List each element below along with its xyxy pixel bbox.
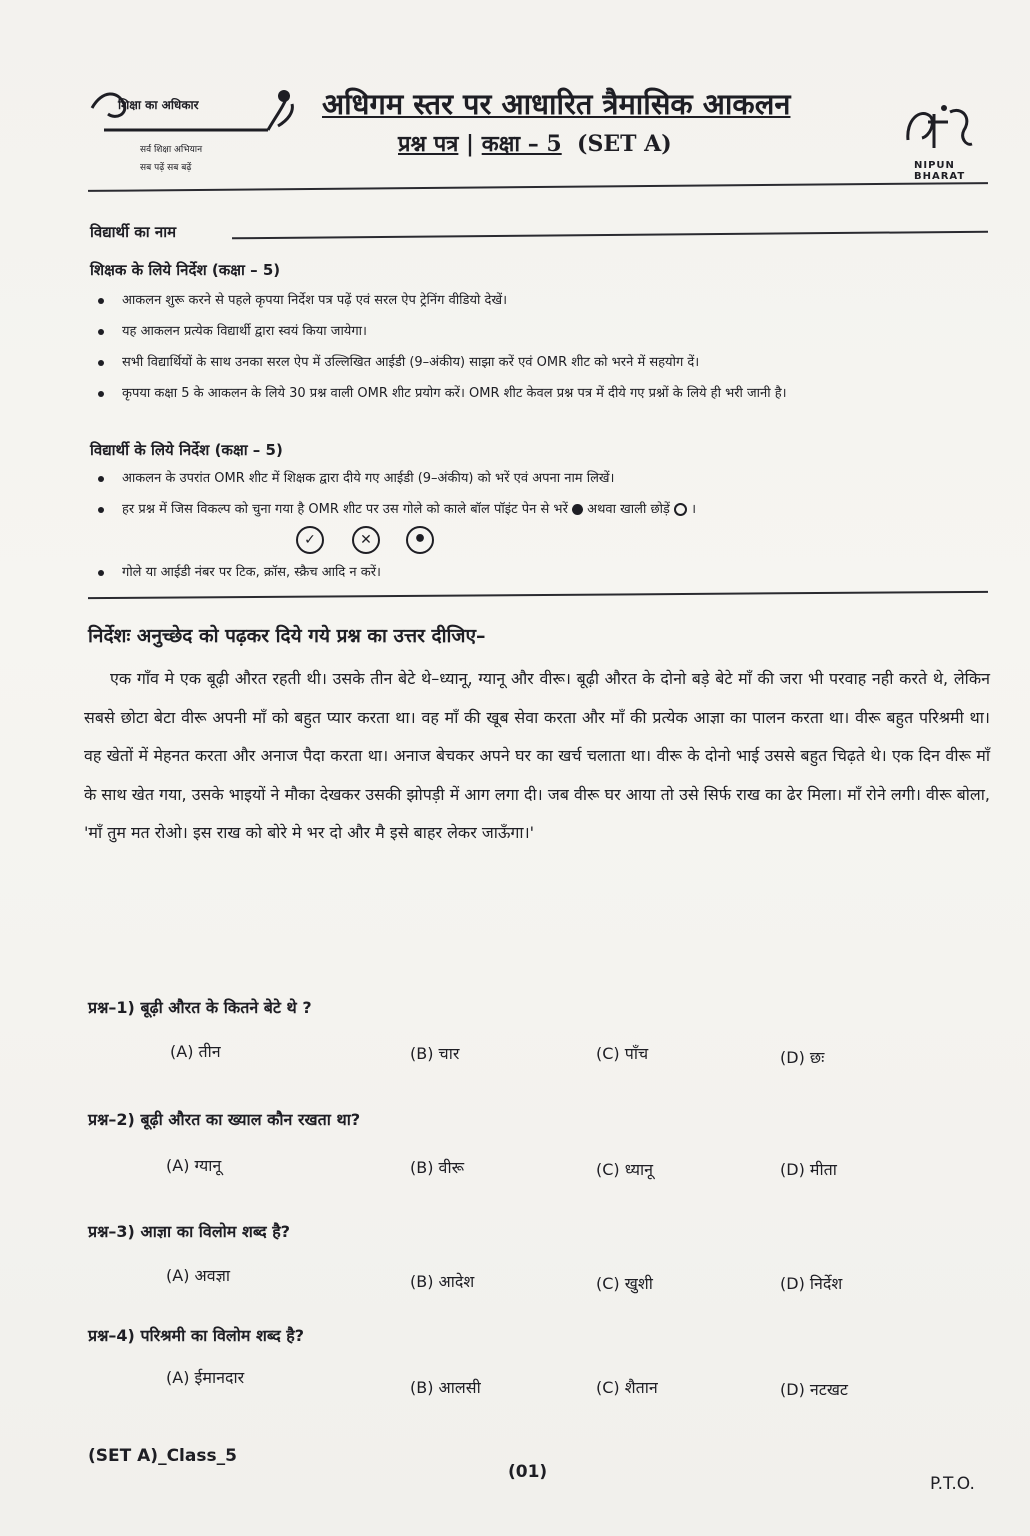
- question-3: [88, 1220, 290, 1242]
- question-text: बूढ़ी औरत के कितने बेटे थे ?: [140, 998, 312, 1017]
- question-2: [88, 1108, 360, 1130]
- q1-option-b[interactable]: (B) चार: [410, 1044, 460, 1063]
- q3-option-c[interactable]: (C) खुशी: [596, 1274, 653, 1293]
- question-label: प्रश्न–1): [88, 998, 135, 1017]
- student-instructions-heading: विद्यार्थी के लिये निर्देश (कक्षा – 5): [90, 441, 283, 459]
- list-item: यह आकलन प्रत्येक विद्यार्थी द्वारा स्वयं किया जायेगा।: [92, 323, 992, 340]
- empty-circle-icon: [674, 503, 687, 516]
- rte-logo: [88, 86, 298, 182]
- omr-end-text: ।: [691, 502, 697, 517]
- q4-option-a[interactable]: (A) ईमानदार: [166, 1368, 245, 1387]
- logo-sub-text-1: सर्व शिक्षा अभियान: [140, 145, 203, 155]
- question-text: बूढ़ी औरत का ख्याल कौन रखता था?: [140, 1110, 361, 1129]
- omr-fill-instruction: हर प्रश्न में जिस विकल्प को चुना गया है OMR शीट पर उस गोले को काले बॉल पॉइंट पेन से भरें: [122, 502, 568, 517]
- student-instructions-list: [92, 470, 992, 532]
- q3-option-a[interactable]: (A) अवज्ञा: [166, 1266, 231, 1285]
- q2-option-a[interactable]: (A) ग्यानू: [166, 1156, 222, 1175]
- reading-passage: एक गाँव मे एक बूढ़ी औरत रहती थी। उसके तीन बेटे थे–ध्यानू, ग्यानू और वीरू। बूढ़ी औरत के दोनो बड़े बेटे माँ की जरा भी परवाह नही करते थे, लेकिन सबसे छोटा बेटा वीरू अपनी माँ को बहुत प्यार करता था। वह माँ की खूब सेवा करता और माँ की प्रत्येक आज्ञा का पालन करता था। वीरू बहुत परिश्रमी था। वह खेतों में मेहनत करता और अनाज पैदा करता था। अनाज बेचकर अपने घर का खर्च चलाता था। वीरू के दोनो भाई उससे बहुत चिढ़ते थे। एक दिन वीरू माँ के साथ खेत गया, उसके भाइयों ने मौका देखकर उसकी झोपड़ी में आग लगा दी। जब वीरू घर आया तो उसे सिर्फ राख का ढेर मिला। माँ रोने लगी। वीरू बोला, 'माँ तुम मत रोओ। इस राख को बोरे मे भर दो और मै इसे बाहर लेकर जाऊँगा।': [84, 669, 990, 842]
- q3-option-d[interactable]: (D) निर्देश: [780, 1274, 843, 1293]
- q1-option-d[interactable]: (D) छः: [780, 1048, 825, 1067]
- wrong-marks-examples: [296, 526, 446, 554]
- exam-title: अधिगम स्तर पर आधारित त्रैमासिक आकलन: [322, 87, 791, 121]
- filled-circle-icon: [572, 504, 583, 515]
- tick-mark-icon: ✓: [296, 526, 324, 554]
- footer-set-class: (SET A)_Class_5: [88, 1446, 237, 1466]
- list-item: सभी विद्यार्थियों के साथ उनका सरल ऐप में उल्लिखित आईडी (9–अंकीय) साझा करें एवं OMR शीट को भरने में सहयोग दें।: [92, 354, 992, 371]
- omr-or-text: अथवा खाली छोड़ें: [587, 502, 670, 517]
- q1-option-a[interactable]: (A) तीन: [170, 1042, 221, 1061]
- student-name-line[interactable]: [232, 231, 988, 239]
- nipun-logo-graphic: [900, 100, 978, 160]
- cross-mark-icon: ✕: [352, 526, 380, 554]
- nipun-logo-text: NIPUN BHARAT: [914, 160, 966, 182]
- q2-option-d[interactable]: (D) मीता: [780, 1160, 837, 1179]
- nipun-logo: [900, 100, 978, 182]
- dot-mark-icon: •: [406, 526, 434, 554]
- q2-option-c[interactable]: (C) ध्यानू: [596, 1160, 654, 1179]
- subtitle-separator: |: [458, 131, 482, 157]
- list-item: आकलन शुरू करने से पहले कृपया निर्देश पत्र पढ़ें एवं सरल ऐप ट्रेनिंग वीडियो देखें।: [92, 292, 992, 309]
- logo-brand-text: शिक्षा का अधिकार: [118, 98, 199, 112]
- question-text: परिश्रमी का विलोम शब्द है?: [140, 1326, 305, 1345]
- teacher-instructions-heading: शिक्षक के लिये निर्देश (कक्षा – 5): [90, 261, 281, 279]
- header-divider: [88, 182, 988, 192]
- q4-option-d[interactable]: (D) नटखट: [780, 1380, 848, 1399]
- question-label: प्रश्न–3): [88, 1222, 135, 1241]
- q4-option-b[interactable]: (B) आलसी: [410, 1378, 481, 1397]
- logo-sub-text-2: सब पढ़ें सब बढ़ें: [140, 163, 192, 173]
- direction-text: निर्देशः अनुच्छेद को पढ़कर दिये गये प्रश्न का उत्तर दीजिए–: [88, 625, 486, 647]
- question-text: आज्ञा का विलोम शब्द है?: [140, 1222, 290, 1241]
- question-label: प्रश्न–4): [88, 1326, 135, 1345]
- question-label: प्रश्न–2): [88, 1110, 135, 1129]
- list-item: गोले या आईडी नंबर पर टिक, क्रॉस, स्क्रैच आदि न करें।: [92, 564, 992, 581]
- q3-option-b[interactable]: (B) आदेश: [410, 1272, 475, 1291]
- question-4: [88, 1324, 304, 1346]
- subtitle-set: (SET A): [577, 131, 672, 157]
- list-item: आकलन के उपरांत OMR शीट में शिक्षक द्वारा दीये गए आईडी (9–अंकीय) को भरें एवं अपना नाम लिखें।: [92, 470, 992, 487]
- question-1: [88, 996, 312, 1018]
- subtitle-class: कक्षा – 5: [481, 131, 562, 157]
- q4-option-c[interactable]: (C) शैतान: [596, 1378, 658, 1397]
- list-item: कृपया कक्षा 5 के आकलन के लिये 30 प्रश्न वाली OMR शीट प्रयोग करें। OMR शीट केवल प्रश्न पत्र में दीये गए प्रश्नों के लिये ही भरी जानी है।: [92, 385, 992, 402]
- q1-option-c[interactable]: (C) पाँच: [596, 1044, 649, 1063]
- footer-pto: P.T.O.: [930, 1474, 975, 1494]
- student-name-label: विद्यार्थी का नाम: [90, 223, 177, 241]
- subtitle-paper: प्रश्न पत्र: [398, 131, 459, 157]
- footer-page-number: (01): [508, 1462, 548, 1482]
- list-item: [92, 501, 992, 518]
- student-instructions-list-2: [92, 564, 992, 595]
- q2-option-b[interactable]: (B) वीरू: [410, 1158, 465, 1177]
- teacher-instructions-list: [92, 292, 992, 406]
- exam-subtitle: [398, 128, 672, 158]
